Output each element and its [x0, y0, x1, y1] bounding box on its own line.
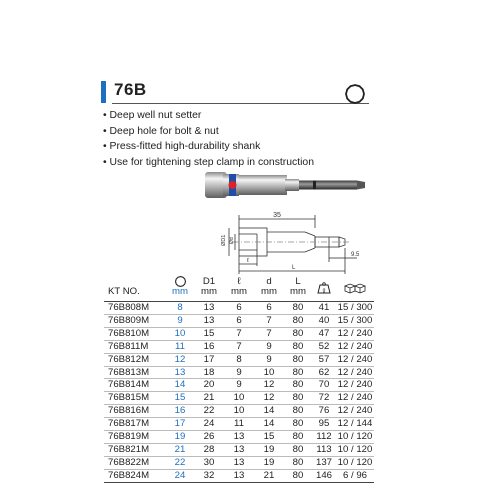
cell-L: 80	[284, 444, 312, 457]
cell-pack: 12 / 240	[337, 379, 373, 391]
cell-d: 9	[254, 340, 284, 353]
cell-pack: 15 / 300	[337, 302, 373, 314]
cell-size: 13	[166, 366, 194, 379]
cell-L: 80	[284, 418, 312, 431]
box-icon	[344, 282, 366, 294]
table-row	[104, 431, 374, 444]
cell-size: 9	[166, 314, 194, 327]
table-row	[104, 353, 374, 366]
cell-pack: 12 / 240	[337, 405, 373, 417]
feature-item: • Deep well nut setter	[103, 108, 314, 124]
cell-g: 70	[312, 379, 336, 392]
cell-d1: 18	[194, 366, 224, 379]
table-row	[104, 456, 374, 469]
cell-kt: 76B809M	[104, 314, 166, 327]
cell-g: 41	[312, 302, 336, 315]
feature-list	[103, 108, 314, 170]
cell-l: 9	[224, 379, 254, 392]
cell-g: 76	[312, 405, 336, 418]
cell-d1: 22	[194, 405, 224, 418]
title-divider	[112, 103, 369, 104]
cell-kt: 76B813M	[104, 366, 166, 379]
table-row	[104, 314, 374, 327]
l-label: ℓ	[247, 258, 249, 264]
cell-pack: 10 / 120	[337, 444, 373, 455]
cell-l: 13	[224, 469, 254, 482]
cell-size: 11	[166, 340, 194, 353]
cell-L: 80	[284, 353, 312, 366]
cell-L: 80	[284, 392, 312, 405]
cell-size: 19	[166, 431, 194, 444]
cell-kt: 76B821M	[104, 444, 166, 457]
cell-d1: 26	[194, 431, 224, 444]
cell-size: 8	[166, 302, 194, 315]
cell-size: 10	[166, 327, 194, 340]
cell-kt: 76B808M	[104, 302, 166, 315]
page-title: 76B	[114, 80, 147, 99]
cell-kt: 76B815M	[104, 392, 166, 405]
feature-item: • Use for tightening step clamp in construction	[103, 155, 314, 171]
col-size: mm	[166, 276, 194, 302]
cell-g: 146	[312, 469, 336, 482]
cell-pack: 12 / 240	[337, 392, 373, 404]
cell-L: 80	[284, 340, 312, 353]
cell-d: 6	[254, 302, 284, 315]
cell-d: 9	[254, 353, 284, 366]
cell-d: 7	[254, 327, 284, 340]
feature-item: • Deep hole for bolt & nut	[103, 124, 314, 140]
cell-kt: 76B822M	[104, 456, 166, 469]
cell-size: 14	[166, 379, 194, 392]
table-row	[104, 444, 374, 457]
table-header-row	[104, 276, 374, 302]
cell-g: 137	[312, 456, 336, 469]
cell-d: 21	[254, 469, 284, 482]
dodecagon-icon	[345, 84, 365, 104]
length-label: 35	[273, 212, 281, 219]
table-row	[104, 405, 374, 418]
cell-d1: 17	[194, 353, 224, 366]
feature-item: • Press-fitted high-durability shank	[103, 139, 314, 155]
spec-table	[104, 276, 374, 483]
shank-label: 9.5	[351, 252, 360, 258]
cell-L: 80	[284, 431, 312, 444]
cell-l: 13	[224, 456, 254, 469]
cell-d: 12	[254, 379, 284, 392]
cell-L: 80	[284, 366, 312, 379]
table-row	[104, 327, 374, 340]
cell-d: 15	[254, 431, 284, 444]
cell-kt: 76B817M	[104, 418, 166, 431]
cell-d: 19	[254, 456, 284, 469]
cell-kt: 76B816M	[104, 405, 166, 418]
cell-l: 11	[224, 418, 254, 431]
cell-pack: 15 / 300	[337, 314, 373, 326]
table-row	[104, 366, 374, 379]
cell-L: 80	[284, 314, 312, 327]
cell-kt: 76B814M	[104, 379, 166, 392]
cell-pack: 12 / 240	[337, 340, 373, 352]
col-kt-no: KT NO.	[108, 286, 140, 298]
L-label: L	[292, 265, 296, 271]
cell-l: 6	[224, 302, 254, 315]
cell-pack: 12 / 240	[337, 366, 373, 378]
cell-size: 16	[166, 405, 194, 418]
cell-d: 10	[254, 366, 284, 379]
cell-kt: 76B811M	[104, 340, 166, 353]
title-accent-bar	[101, 81, 106, 103]
cell-pack: 12 / 144	[337, 418, 373, 430]
cell-g: 47	[312, 327, 336, 340]
cell-g: 57	[312, 353, 336, 366]
cell-d1: 13	[194, 302, 224, 315]
cell-pack: 6 / 96	[336, 469, 374, 482]
cell-kt: 76B819M	[104, 431, 166, 444]
cell-g: 40	[312, 314, 336, 327]
cell-pack: 10 / 120	[337, 431, 373, 443]
cell-L: 80	[284, 327, 312, 340]
col-d1: D1 mm	[201, 276, 217, 298]
svg-text:g: g	[322, 287, 326, 294]
table-row	[104, 379, 374, 392]
cell-d1: 15	[194, 327, 224, 340]
cell-d1: 20	[194, 379, 224, 392]
col-weight	[312, 276, 336, 302]
cell-d1: 28	[194, 444, 224, 457]
cell-g: 95	[312, 418, 336, 431]
cell-d1: 30	[194, 456, 224, 469]
cell-kt: 76B810M	[104, 327, 166, 340]
cell-L: 80	[284, 302, 312, 315]
cell-g: 62	[312, 366, 336, 379]
table-row	[104, 302, 374, 315]
cell-l: 10	[224, 405, 254, 418]
cell-kt: 76B824M	[104, 469, 166, 482]
cell-g: 113	[312, 444, 336, 457]
d-label: Ød	[229, 237, 235, 244]
cell-size: 17	[166, 418, 194, 431]
cell-L: 80	[284, 379, 312, 392]
cell-l: 8	[224, 353, 254, 366]
cell-l: 13	[224, 444, 254, 457]
cell-l: 7	[224, 327, 254, 340]
cell-l: 10	[224, 392, 254, 405]
cell-g: 72	[312, 392, 336, 405]
cell-g: 112	[312, 431, 336, 444]
dimension-diagram	[195, 210, 375, 280]
cell-size: 22	[166, 456, 194, 469]
cell-l: 7	[224, 340, 254, 353]
col-package	[336, 276, 374, 302]
cell-l: 9	[224, 366, 254, 379]
cell-g: 52	[312, 340, 336, 353]
cell-L: 80	[284, 469, 312, 482]
cell-kt: 76B812M	[104, 353, 166, 366]
cell-l: 13	[224, 431, 254, 444]
cell-d: 12	[254, 392, 284, 405]
cell-d1: 21	[194, 392, 224, 405]
cell-size: 21	[166, 444, 194, 457]
table-row	[104, 469, 374, 482]
cell-L: 80	[284, 405, 312, 418]
table-row	[104, 340, 374, 353]
cell-d1: 32	[194, 469, 224, 482]
cell-pack: 10 / 120	[337, 456, 373, 468]
cell-pack: 12 / 240	[337, 353, 373, 365]
cell-d: 14	[254, 418, 284, 431]
cell-d1: 16	[194, 340, 224, 353]
cell-size: 12	[166, 353, 194, 366]
cell-d1: 24	[194, 418, 224, 431]
cell-size: 24	[166, 469, 194, 482]
cell-L: 80	[284, 456, 312, 469]
col-d: d mm	[261, 276, 277, 298]
weight-icon	[317, 282, 331, 294]
d1-label: ØD1	[221, 234, 227, 246]
table-row	[104, 392, 374, 405]
nut-setter-image	[195, 168, 375, 208]
cell-d: 19	[254, 444, 284, 457]
cell-size: 15	[166, 392, 194, 405]
cell-d: 7	[254, 314, 284, 327]
cell-pack: 12 / 240	[337, 327, 373, 339]
cell-d1: 13	[194, 314, 224, 327]
col-l: ℓ mm	[231, 276, 247, 298]
cell-l: 6	[224, 314, 254, 327]
table-row	[104, 418, 374, 431]
cell-d: 14	[254, 405, 284, 418]
col-L: L mm	[290, 276, 306, 298]
